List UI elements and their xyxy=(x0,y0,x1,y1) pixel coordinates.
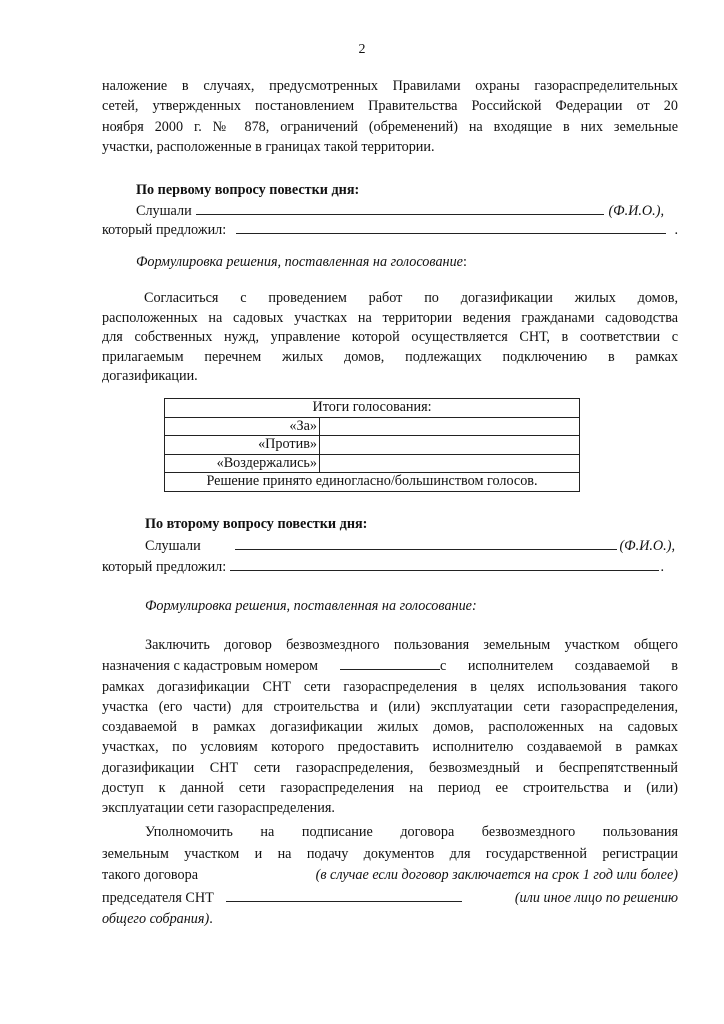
q2-authorize-end: . xyxy=(209,911,213,927)
voting-results-table xyxy=(164,398,580,492)
q2-heard-label: Слушали xyxy=(145,538,201,554)
intro-paragraph xyxy=(102,76,678,157)
q2-authorize xyxy=(102,822,678,931)
q2-authorize-line-end xyxy=(102,909,678,931)
votes-for-label: «За» xyxy=(165,417,320,436)
q1-decision xyxy=(102,289,678,387)
q2-contract-line-cadastral xyxy=(102,655,678,676)
q2-proposed-row xyxy=(102,556,664,577)
q1-proposed-blank[interactable] xyxy=(236,219,666,234)
q2-proposed-end: . xyxy=(660,559,664,575)
q2-cadastral-blank[interactable] xyxy=(340,655,440,670)
votes-title: Итоги голосования: xyxy=(165,399,580,418)
q2-fio-label: (Ф.И.О.), xyxy=(619,538,675,554)
q2-authorize-other-person: (или иное лицо по решению xyxy=(514,889,678,906)
q2-contract-line: догазификации СНТ сети газораспределения, безвозмездный и беспрепятственный xyxy=(102,759,678,776)
page-number: 2 xyxy=(358,42,366,57)
q2-proposed-label: который предложил: xyxy=(102,559,227,575)
q2-authorize-line: Уполномочить на подписание договора безвозмездного пользования xyxy=(145,824,678,840)
votes-for-value[interactable] xyxy=(320,417,580,436)
q2-authorize-chair-blank[interactable] xyxy=(226,887,462,902)
intro-line: ноября 2000 г. № 878, ограничений (обременений) на входящие в них земельные xyxy=(102,118,678,135)
votes-abstain-label: «Воздержались» xyxy=(165,454,320,473)
q1-heading: По первому вопросу повестки дня: xyxy=(136,182,360,198)
votes-abstain-value[interactable] xyxy=(320,454,580,473)
q2-contract-line: рамках догазификации СНТ сети газораспределения в целях использования такого xyxy=(102,678,678,695)
votes-result: Решение принято единогласно/большинством голосов. xyxy=(165,473,580,492)
votes-against-label: «Против» xyxy=(165,436,320,455)
q1-formulation-colon: : xyxy=(462,254,467,270)
q2-authorize-meeting: общего собрания) xyxy=(102,911,210,927)
q1-proposed-label: который предложил: xyxy=(102,222,227,238)
q2-authorize-chair-label: председателя СНТ xyxy=(102,889,214,906)
q2-authorize-line-term xyxy=(102,865,678,887)
q1-proposed-end: . xyxy=(674,222,678,238)
q2-proposed-blank[interactable] xyxy=(230,556,659,571)
q1-formulation-row xyxy=(136,252,467,272)
q2-heard-blank[interactable] xyxy=(235,535,618,550)
intro-line: наложение в случаях, предусмотренных Правилами охраны газораспределительных xyxy=(102,78,678,94)
q2-formulation: Формулировка решения, поставленная на голосование: xyxy=(145,598,477,614)
q1-decision-line: прилагаемым перечнем жилых домов, подлежащих подключению в рамках xyxy=(102,348,678,365)
q1-decision-line: для собственных нужд, управление которой осуществляется СНТ, в соответствии с xyxy=(102,329,678,345)
q2-cadastral-label: назначения с кадастровым номером xyxy=(102,658,319,675)
q2-contract xyxy=(102,635,678,819)
q2-authorize-term-note: (в случае если договор заключается на срок 1 год или более) xyxy=(315,867,678,883)
q2-heading: По второму вопросу повестки дня: xyxy=(145,516,368,532)
q2-contract-line: доступ к данной сети газораспределения на период ее строительства и (или) xyxy=(102,780,678,797)
intro-line: сетей, утвержденных постановлением Правительства Российской Федерации от 20 xyxy=(102,98,678,115)
q1-heard-row xyxy=(136,200,664,221)
q1-heard-blank[interactable] xyxy=(196,200,605,215)
votes-against-value[interactable] xyxy=(320,436,580,455)
q1-decision-line: Согласиться с проведением работ по догазификации жилых домов, xyxy=(144,290,678,306)
q1-decision-line: расположенных на садовых участках на территории ведения гражданами садоводства xyxy=(102,309,678,326)
q2-contract-line: эксплуатации сети газораспределения. xyxy=(102,800,335,817)
q2-authorize-line-chair xyxy=(102,887,678,910)
q2-contract-line: создаваемой в рамках догазификации жилых домов, расположенных на садовых xyxy=(102,719,678,736)
q2-contract-line: участка (его части) для строительства и (или) эксплуатации сети газораспределения, xyxy=(102,698,678,715)
q2-authorize-contract: такого договора xyxy=(102,867,198,883)
q2-contract-executor: с исполнителем создаваемой в xyxy=(440,658,678,675)
intro-line: участки, расположенные в границах такой территории. xyxy=(102,138,435,155)
q2-contract-line: участках, по условиям которого предоставить исполнителю создаваемой в рамках xyxy=(102,739,678,756)
q2-contract-line: Заключить договор безвозмездного пользования земельным участком общего xyxy=(145,637,678,653)
q1-proposed-row xyxy=(102,219,678,240)
q1-fio-label: (Ф.И.О.), xyxy=(608,203,664,219)
q1-heard-label: Слушали xyxy=(136,203,192,219)
q2-authorize-line: земельным участком и на подачу документов для государственной регистрации xyxy=(102,845,678,862)
q1-formulation: Формулировка решения, поставленная на голосование xyxy=(136,254,463,270)
q2-heard-row xyxy=(145,535,675,556)
q1-decision-line: догазификации. xyxy=(102,368,198,384)
